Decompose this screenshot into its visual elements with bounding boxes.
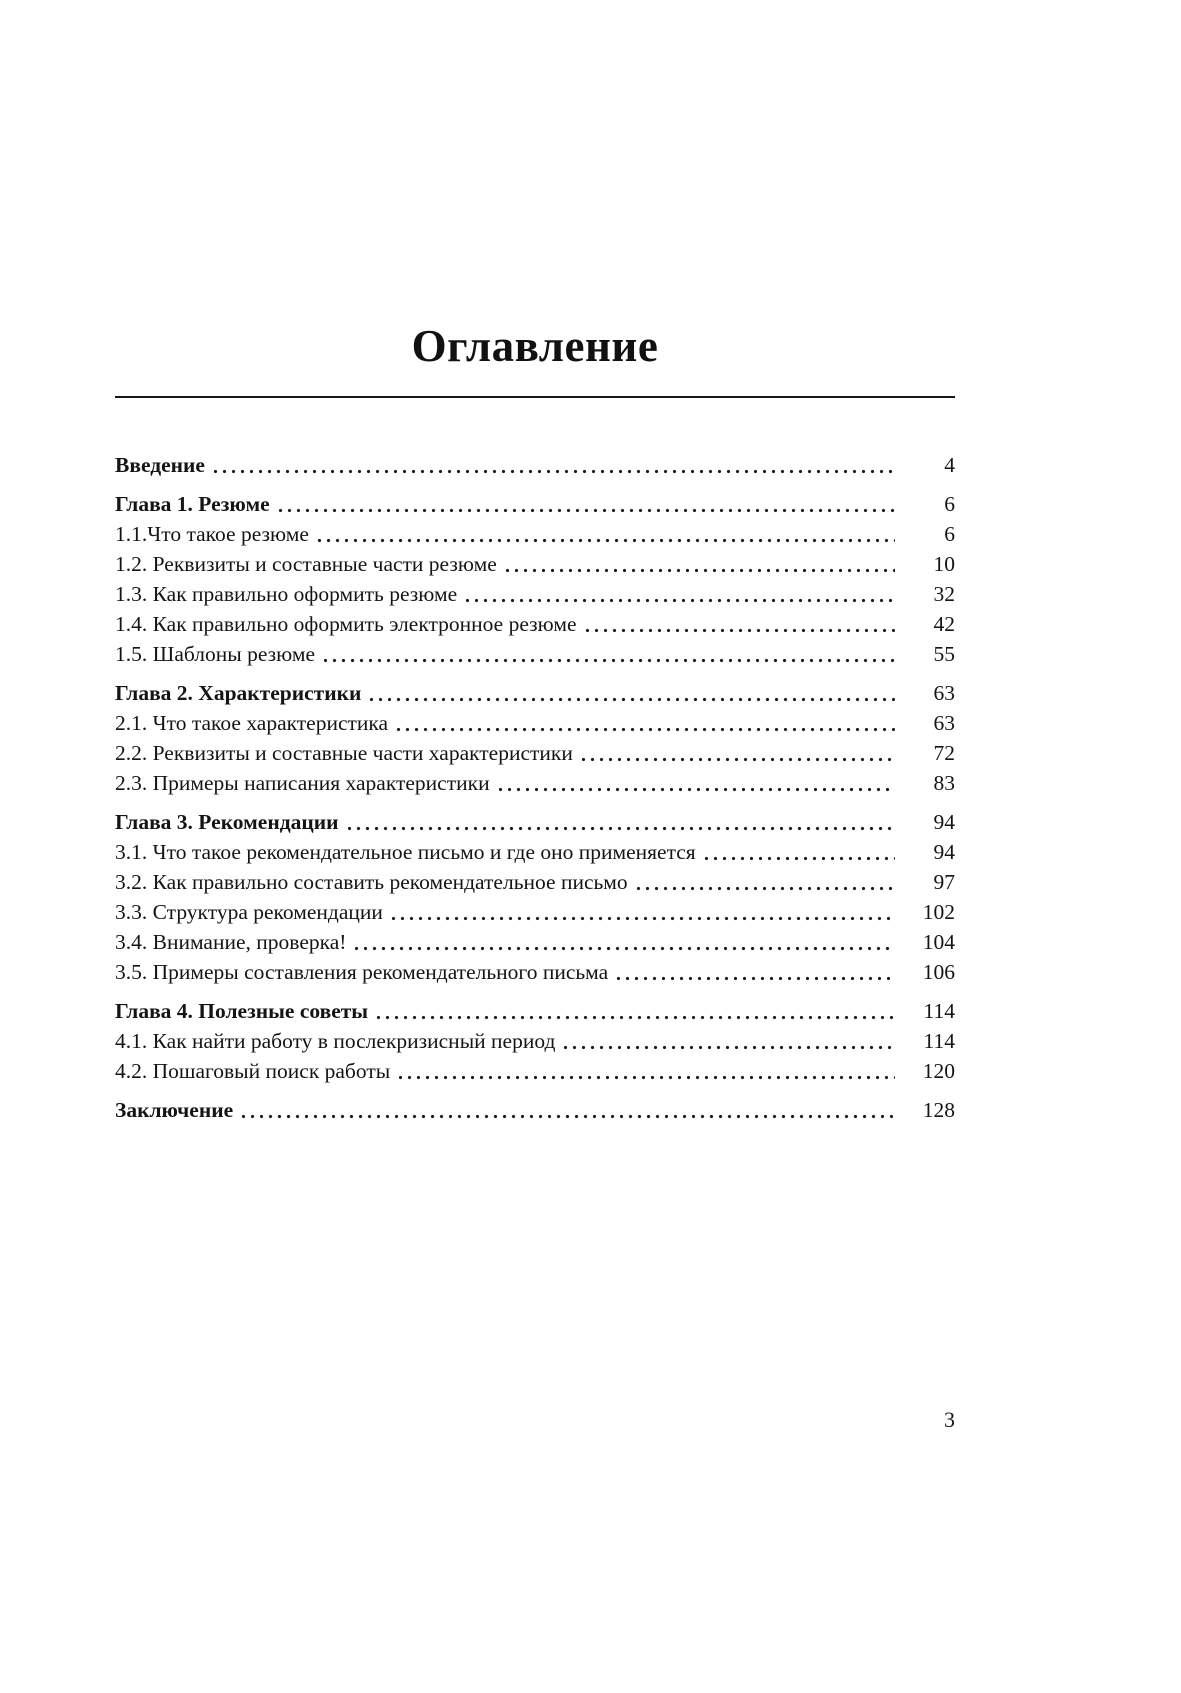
- toc-entry-label: Заключение: [115, 1098, 234, 1122]
- toc-dot-leader: [583, 609, 895, 639]
- toc-entry-page: 72: [933, 741, 955, 765]
- toc-entry-label: Глава 3. Рекомендации: [115, 810, 339, 834]
- toc-entry-label: 2.2. Реквизиты и составные части характеристики: [115, 741, 573, 765]
- toc-entry-page: 32: [933, 582, 955, 606]
- toc-dot-leader: [702, 837, 895, 867]
- toc-entry-page: 4: [944, 453, 955, 477]
- toc-dot-leader: [374, 996, 895, 1026]
- toc-entry: [115, 1095, 955, 1125]
- toc-entry-label: 4.2. Пошаговый поиск работы: [115, 1059, 391, 1083]
- toc-dot-leader: [276, 489, 895, 519]
- toc-dot-leader: [579, 738, 895, 768]
- toc-entry: [115, 867, 955, 897]
- toc-entry: [115, 1056, 955, 1086]
- toc-entry: [115, 579, 955, 609]
- toc-entry-label: 1.4. Как правильно оформить электронное резюме: [115, 612, 577, 636]
- toc-entry-page: 114: [923, 999, 955, 1023]
- toc-entry: [115, 807, 955, 837]
- toc-entry-page: 104: [922, 930, 955, 954]
- toc-entry-page: 106: [922, 960, 955, 984]
- toc-entry-page: 55: [933, 642, 955, 666]
- toc-entry: [115, 897, 955, 927]
- toc-entry-label: Глава 4. Полезные советы: [115, 999, 369, 1023]
- toc-dot-leader: [463, 579, 895, 609]
- toc-entry-label: 3.4. Внимание, проверка!: [115, 930, 347, 954]
- toc-dot-leader: [614, 957, 895, 987]
- toc-entry-label: Глава 2. Характеристики: [115, 681, 362, 705]
- toc-entry: [115, 708, 955, 738]
- toc-entry: [115, 549, 955, 579]
- toc-dot-leader: [345, 807, 895, 837]
- toc-entry: [115, 519, 955, 549]
- title-divider: [115, 396, 955, 398]
- toc-dot-leader: [321, 639, 895, 669]
- toc-entry-page: 97: [933, 870, 955, 894]
- toc-entry-label: 4.1. Как найти работу в послекризисный период: [115, 1029, 556, 1053]
- toc-dot-leader: [561, 1026, 895, 1056]
- toc-entry-page: 128: [922, 1098, 955, 1122]
- toc-entry-label: 1.1.Что такое резюме: [115, 522, 309, 546]
- toc-entry-page: 94: [933, 840, 955, 864]
- toc-entry-page: 83: [933, 771, 955, 795]
- toc-entry: [115, 927, 955, 957]
- toc-entry-page: 120: [922, 1059, 955, 1083]
- toc-entry-label: 1.3. Как правильно оформить резюме: [115, 582, 458, 606]
- toc-entry: [115, 678, 955, 708]
- toc-entry: [115, 609, 955, 639]
- toc-dot-leader: [396, 1056, 895, 1086]
- page-number: 3: [944, 1407, 955, 1432]
- page-title: Оглавление: [411, 321, 659, 371]
- toc-entry: [115, 450, 955, 480]
- toc-list: [115, 450, 955, 1125]
- toc-dot-leader: [503, 549, 895, 579]
- toc-entry-page: 102: [922, 900, 955, 924]
- toc-entry: [115, 738, 955, 768]
- toc-dot-leader: [634, 867, 895, 897]
- toc-entry-label: 1.5. Шаблоны резюме: [115, 642, 316, 666]
- toc-entry-label: 1.2. Реквизиты и составные части резюме: [115, 552, 497, 576]
- toc-entry-page: 42: [933, 612, 955, 636]
- toc-page: [115, 0, 955, 1433]
- toc-dot-leader: [315, 519, 895, 549]
- toc-entry-label: 2.1. Что такое характеристика: [115, 711, 389, 735]
- toc-entry-label: 3.5. Примеры составления рекомендательного письма: [115, 960, 609, 984]
- toc-dot-leader: [394, 708, 895, 738]
- toc-entry: [115, 489, 955, 519]
- toc-entry-label: 2.3. Примеры написания характеристики: [115, 771, 490, 795]
- toc-entry: [115, 837, 955, 867]
- toc-entry: [115, 957, 955, 987]
- toc-entry-page: 6: [944, 492, 955, 516]
- toc-dot-leader: [496, 768, 895, 798]
- toc-dot-leader: [211, 450, 895, 480]
- toc-entry-page: 114: [923, 1029, 955, 1053]
- toc-dot-leader: [389, 897, 895, 927]
- toc-dot-leader: [352, 927, 895, 957]
- toc-entry-label: Глава 1. Резюме: [115, 492, 270, 516]
- toc-entry-label: Введение: [115, 453, 205, 477]
- toc-entry-label: 3.2. Как правильно составить рекомендательное письмо: [115, 870, 628, 894]
- toc-entry: [115, 996, 955, 1026]
- toc-entry-page: 94: [933, 810, 955, 834]
- toc-entry-page: 10: [933, 552, 955, 576]
- toc-entry-page: 63: [933, 681, 955, 705]
- toc-entry: [115, 639, 955, 669]
- toc-entry-label: 3.1. Что такое рекомендательное письмо и где оно применяется: [115, 840, 696, 864]
- toc-entry: [115, 1026, 955, 1056]
- toc-entry: [115, 768, 955, 798]
- toc-dot-leader: [239, 1095, 895, 1125]
- toc-entry-page: 6: [944, 522, 955, 546]
- toc-entry-page: 63: [933, 711, 955, 735]
- toc-dot-leader: [367, 678, 895, 708]
- toc-entry-label: 3.3. Структура рекомендации: [115, 900, 383, 924]
